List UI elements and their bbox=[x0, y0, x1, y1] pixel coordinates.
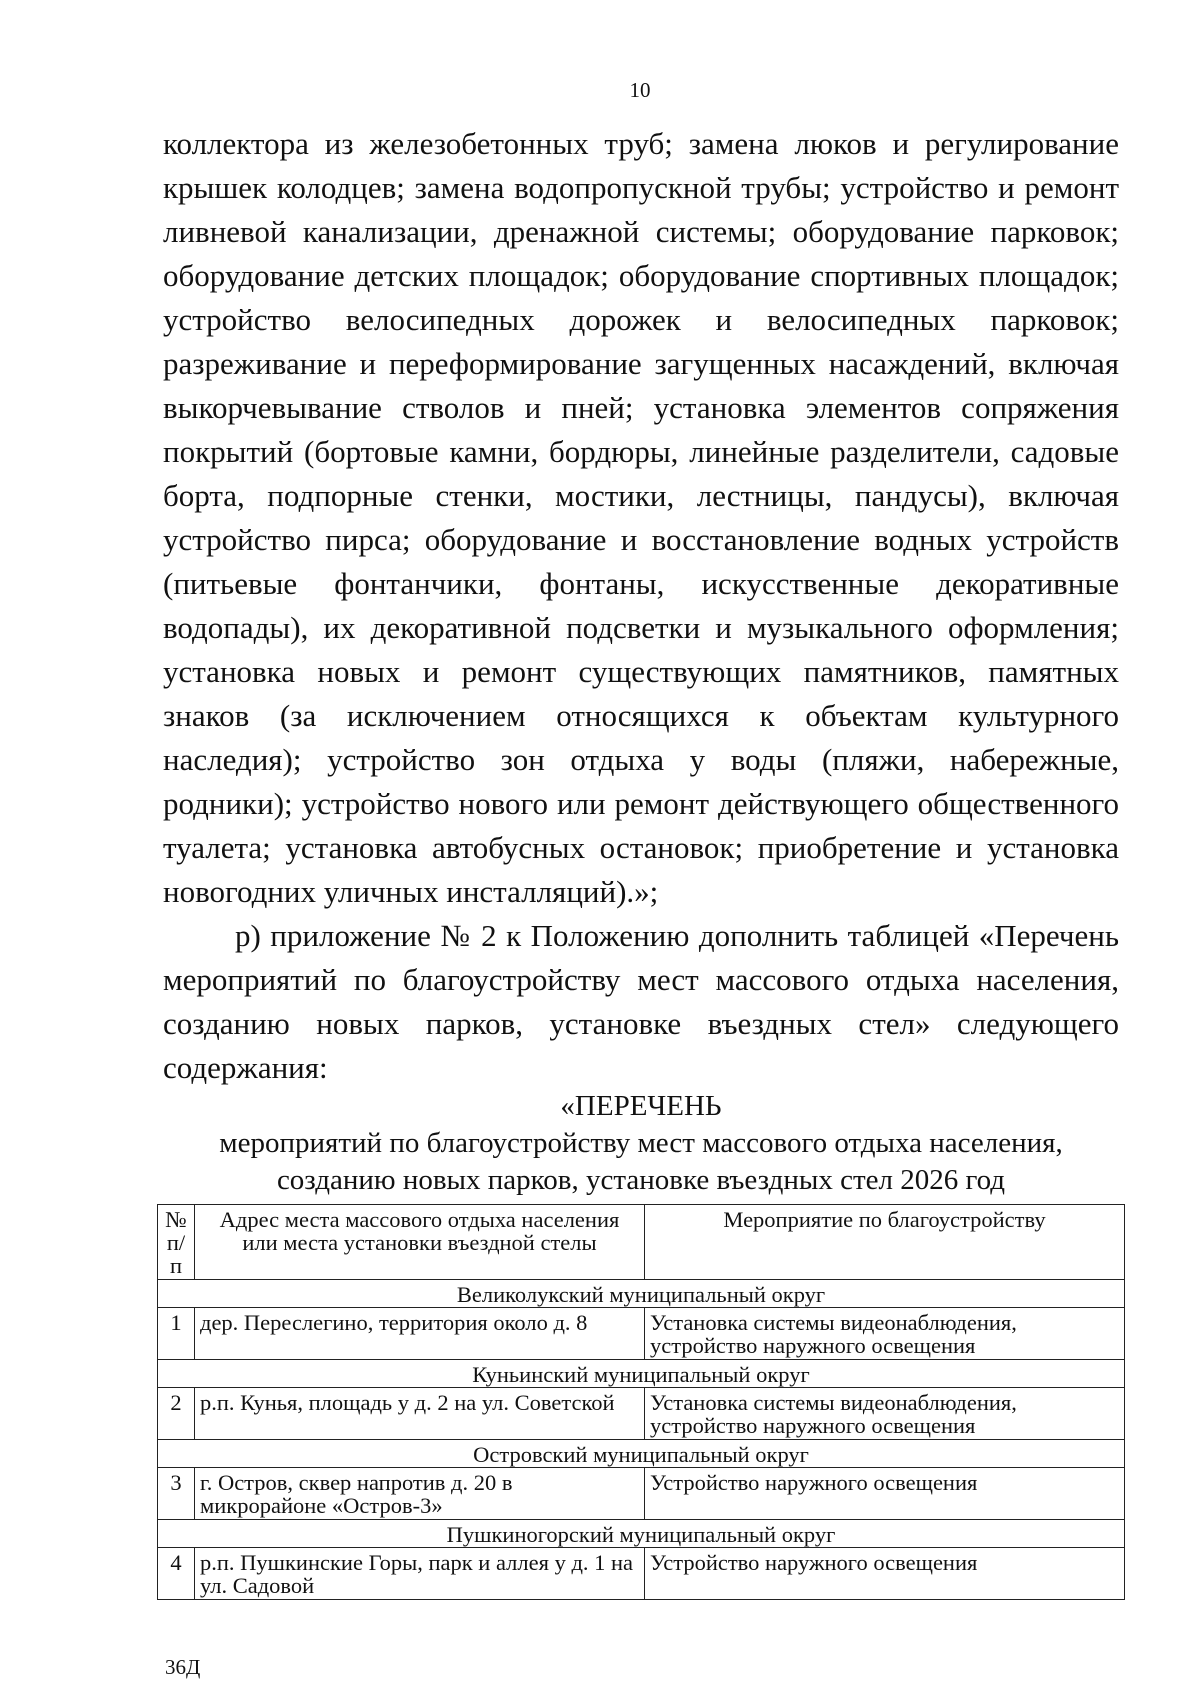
district-row bbox=[158, 1520, 1125, 1548]
row-num: 3 bbox=[158, 1468, 195, 1520]
table-row bbox=[158, 1308, 1125, 1360]
row-num: 2 bbox=[158, 1388, 195, 1440]
row-num: 4 bbox=[158, 1548, 195, 1600]
row-address: р.п. Кунья, площадь у д. 2 на ул. Советской bbox=[195, 1388, 645, 1440]
row-activity: Устройство наружного освещения bbox=[645, 1548, 1125, 1600]
district-name: Куньинский муниципальный округ bbox=[158, 1360, 1125, 1388]
table-header-row bbox=[158, 1205, 1125, 1280]
row-activity: Устройство наружного освещения bbox=[645, 1468, 1125, 1520]
district-name: Островский муниципальный округ bbox=[158, 1440, 1125, 1468]
district-name: Пушкиногорский муниципальный округ bbox=[158, 1520, 1125, 1548]
header-num: № п/п bbox=[158, 1205, 195, 1280]
district-row bbox=[158, 1280, 1125, 1308]
district-row bbox=[158, 1360, 1125, 1388]
district-name: Великолукский муниципальный округ bbox=[158, 1280, 1125, 1308]
page-number: 10 bbox=[629, 78, 651, 102]
header-activity: Мероприятие по благоустройству bbox=[645, 1205, 1125, 1280]
row-activity: Установка системы видеонаблюдения, устройство наружного освещения bbox=[645, 1388, 1125, 1440]
list-title-heading: «ПЕРЕЧЕНЬ bbox=[560, 1090, 722, 1122]
list-title-subtitle-line1: мероприятий по благоустройству мест массового отдыха населения, bbox=[219, 1127, 1063, 1159]
body-text bbox=[163, 122, 1119, 1090]
table-row bbox=[158, 1468, 1125, 1520]
header-address: Адрес места массового отдыха населения или места установки въездной стелы bbox=[195, 1205, 645, 1280]
row-address: г. Остров, сквер напротив д. 20 в микрорайоне «Остров-3» bbox=[195, 1468, 645, 1520]
activities-table bbox=[157, 1204, 1125, 1600]
row-address: р.п. Пушкинские Горы, парк и аллея у д. 1 на ул. Садовой bbox=[195, 1548, 645, 1600]
paragraph-amendment-r: р) приложение № 2 к Положению дополнить таблицей «Перечень мероприятий по благоустройству мест массового отдыха населения, созданию новых парков, установке въездных стел» следующего содержания: bbox=[163, 918, 1119, 1085]
row-address: дер. Переслегино, территория около д. 8 bbox=[195, 1308, 645, 1360]
table-row bbox=[158, 1548, 1125, 1600]
table-row bbox=[158, 1388, 1125, 1440]
district-row bbox=[158, 1440, 1125, 1468]
footer-code: 36Д bbox=[165, 1655, 201, 1679]
list-title bbox=[163, 1088, 1119, 1199]
row-activity: Установка системы видеонаблюдения, устройство наружного освещения bbox=[645, 1308, 1125, 1360]
list-title-subtitle-line2: созданию новых парков, установке въездных стел 2026 год bbox=[276, 1164, 1006, 1196]
paragraph-continuation: коллектора из железобетонных труб; замена люков и регулирование крышек колодцев; замена водопропускной трубы; устройство и ремонт ливневой канализации, дренажной системы; оборудование парковок; оборудование детских площадок; оборудование спортивных площадок; устройство велосипедных дорожек и велосипедных парковок; разреживание и переформирование загущенных насаждений, включая выкорчевывание стволов и пней; установка элементов сопряжения покрытий (бортовые камни, бордюры, линейные разделители, садовые борта, подпорные стенки, мостики, лестницы, пандусы), включая устройство пирса; оборудование и восстановление водных устройств (питьевые фонтанчики, фонтаны, искусственные декоративные водопады), их декоративной подсветки и музыкального оформления; установка новых и ремонт существующих памятников, памятных знаков (за исключением относящихся к объектам культурного наследия); устройство зон отдыха у воды (пляжи, набережные, родники); устройство нового или ремонт действующего общественного туалета; установка автобусных остановок; приобретение и установка новогодних уличных инсталляций).»; bbox=[163, 126, 1119, 909]
row-num: 1 bbox=[158, 1308, 195, 1360]
